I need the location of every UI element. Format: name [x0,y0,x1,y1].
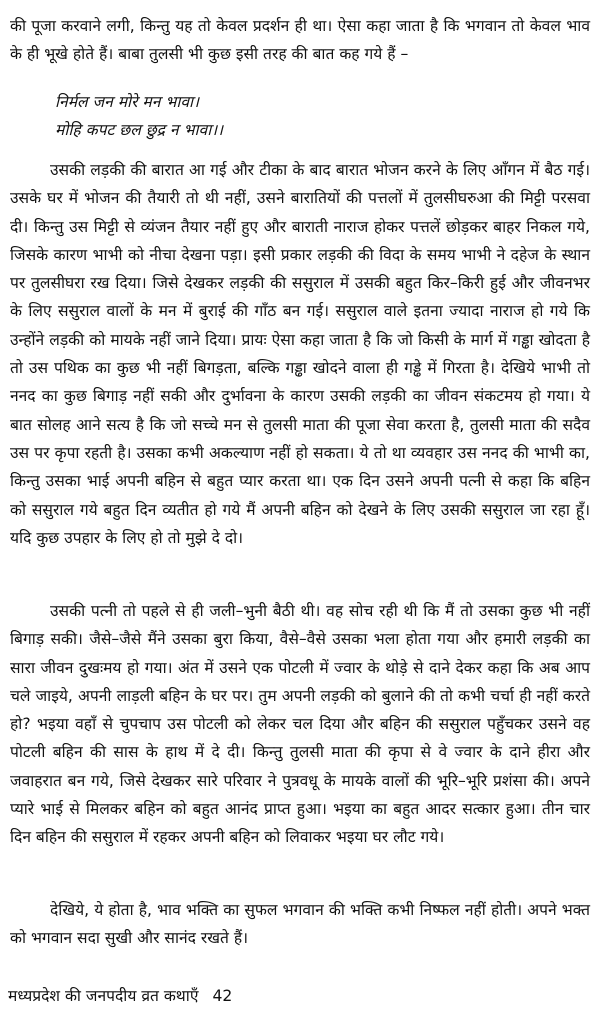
intro-paragraph: की पूजा करवाने लगी, किन्तु यह तो केवल प्रदर्शन ही था। ऐसा कहा जाता है कि भगवान तो केवल भाव के ही भूखे होते हैं। बाबा तुलसी भी कुछ इसी तरह की बात कह गये हैं – [10,17,590,64]
book-title: मध्यप्रदेश की जनपदीय व्रत कथाएँ [8,987,199,1005]
body-paragraph-1: उसकी लड़की की बारात आ गई और टीका के बाद बारात भोजन करने के लिए आँगन में बैठ गई। उसके घर में भोजन की तैयारी तो थी नहीं, उसने बारातियों की पत्तलों में तुलसीघरुआ की मिट्टी परसवा दी। किन्तु उस मिट्टी से व्यंजन तैयार नहीं हुए और बाराती नाराज होकर पत्तलें छोड़कर बाहर निकल गये, जिसके कारण भाभी को नीचा देखना पड़ा। इसी प्रकार लड़की की विदा के समय भाभी ने दहेज के स्थान पर तुलसीघरा रख दिया। जिसे देखकर लड़की की ससुराल में उसकी बहुत किर–किरी हुई और जीवनभर के लिए ससुराल वालों के मन में बुराई की गाँठ बन गई। ससुराल वाले इतना ज्यादा नाराज हो गये कि उन्होंने लड़की को मायके नहीं जाने दिया। प्रायः ऐसा कहा जाता है कि जो किसी के मार्ग में गड्ढा खोदता है तो उस पथिक का कुछ भी नहीं बिगड़ता, बल्कि गड्ढा खोदने वाला ही गड्ढे में गिरता है। देखिये भाभी तो ननद का कुछ बिगाड़ नहीं सकी और दुर्भावना के कारण उसकी लड़की का जीवन संकटमय हो गया। ये बात सोलह आने सत्य है कि जो सच्चे मन से तुलसी माता की पूजा सेवा करता है, तुलसी माता की सदैव उस पर कृपा रहती है। उसका कभी अकल्याण नहीं हो सकता। ये तो था व्यवहार उस ननद की भाभी का, किन्तु उसका भाई अपनी बहिन से बहुत प्यार करता था। एक दिन उसने अपनी पत्नी से कहा कि बहिन को ससुराल गये बहुत दिन व्यतीत हो गये मैं अपनी बहिन को देखने के लिए उसकी ससुराल जा रहा हूँ। यदि कुछ उपहार के लिए हो तो मुझे दे दो। [10,161,590,547]
page-number: 42 [212,987,233,1005]
body-paragraph-2: उसकी पत्नी तो पहले से ही जली–भुनी बैठी थी। वह सोच रही थी कि मैं तो उसका कुछ भी नहीं बिगाड़ सकी। जैसे–जैसे मैंने उसका बुरा किया, वैसे–वैसे उसका भला होता गया और हमारी लड़की का सारा जीवन दुखःमय हो गया। अंत में उसने एक पोटली में ज्वार के थोड़े से दाने देकर कहा कि अब आप चले जाइये, अपनी लाड़ली बहिन के घर पर। तुम अपनी लड़की को बुलाने की तो कभी चर्चा ही नहीं करते हो? भइया वहाँ से चुपचाप उस पोटली को लेकर चल दिया और बहिन की ससुराल पहुँचकर उसने वह पोटली बहिन की सास के हाथ में दे दी। किन्तु तुलसी माता की कृपा से वे ज्वार के दाने हीरा और जवाहरात बन गये, जिसे देखकर सारे परिवार ने पुत्रवधू के मायके वालों की भूरि–भूरि प्रशंसा की। अपने प्यारे भाई से मिलकर बहिन को बहुत आनंद प्राप्त हुआ। भइया का बहुत आदर सत्कार हुआ। तीन चार दिन बहिन की ससुराल में रहकर अपनी बहिन को लिवाकर भइया घर लौट गये। [10,602,590,847]
body-paragraph-3: देखिये, ये होता है, भाव भक्ति का सुफल भगवान की भक्ति कभी निष्फल नहीं होती। अपने भक्त को भगवान सदा सुखी और सानंद रखते हैं। [10,901,590,948]
verse-line-2: मोहि कपट छल छुद्र न भावा।। [55,121,224,139]
page-footer [8,984,232,1006]
verse-block [55,88,575,144]
verse-line-1: निर्मल जन मोरे मन भावा। [55,93,199,111]
